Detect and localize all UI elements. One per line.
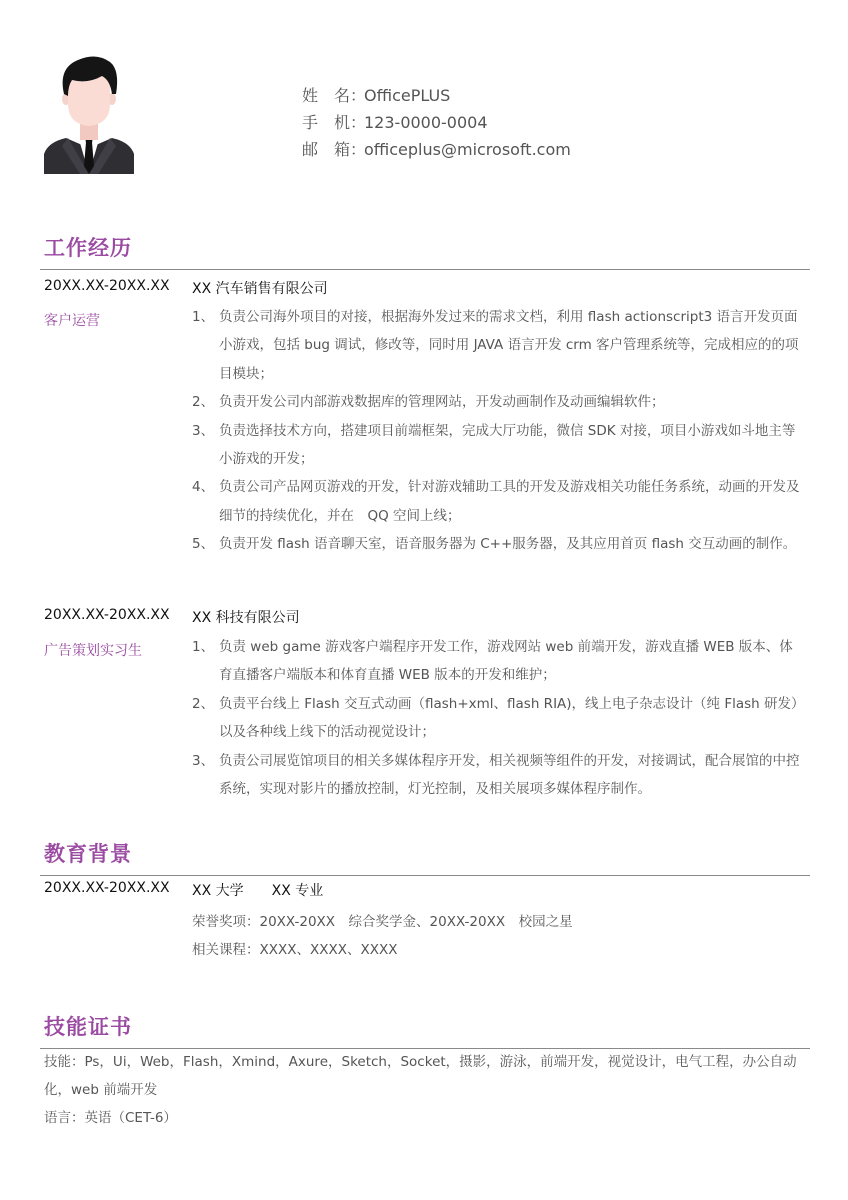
education-section-title: 教育背景	[44, 842, 132, 866]
duty-number: 5、	[192, 536, 215, 553]
skills-block	[44, 1048, 810, 1132]
duty-item	[192, 530, 806, 558]
education-date: 20XX.XX-20XX.XX	[44, 880, 170, 896]
duty-text: 负责选择技术方向，搭建项目前端框架，完成大厅功能，微信 SDK 对接，项目小游戏如斗地主等小游戏的开发；	[219, 422, 796, 468]
email-label: 邮 箱：	[302, 140, 367, 159]
duty-number: 1、	[192, 309, 215, 325]
duty-item	[192, 747, 806, 804]
duty-number: 1、	[192, 639, 215, 655]
duty-item	[192, 388, 806, 416]
duty-item	[192, 633, 806, 690]
profile-info	[302, 86, 571, 167]
phone-value: 123-0000-0004	[364, 113, 488, 132]
skills-list: 技能：Ps，Ui，Web，Flash，Xmind，Axure，Sketch，Socket，摄影，游泳，前端开发，视觉设计，电气工程，办公自动化，web 前端开发	[44, 1054, 797, 1098]
education-divider	[40, 875, 810, 876]
job-1-duties	[192, 303, 806, 559]
duty-number: 3、	[192, 422, 215, 439]
job-1-company: XX 汽车销售有限公司	[192, 281, 328, 297]
work-section-title: 工作经历	[44, 236, 132, 260]
education-honors: 荣誉奖项：20XX-20XX 综合奖学金、20XX-20XX 校园之星	[192, 914, 573, 930]
duty-number: 4、	[192, 479, 215, 496]
job-2-duties	[192, 633, 806, 803]
duty-number: 3、	[192, 752, 215, 769]
phone-label: 手 机：	[302, 113, 367, 132]
duty-text: 负责平台线上 Flash 交互式动画（flash+xml、flash RIA)，线上电子杂志设计（纯 Flash 研发）以及各种线上线下的活动视觉设计；	[219, 695, 805, 741]
duty-text: 负责公司展览馆项目的相关多媒体程序开发，相关视频等组件的开发，对接调试，配合展馆的中控系统，实现对影片的播放控制，灯光控制，及相关展项多媒体程序制作。	[219, 752, 800, 798]
duty-text: 负责开发公司内部游戏数据库的管理网站，开发动画制作及动画编辑软件；	[219, 394, 665, 411]
duty-number: 2、	[192, 394, 215, 411]
language-line: 语言：英语（CET-6）	[44, 1110, 177, 1126]
duty-number: 2、	[192, 695, 215, 712]
duty-item	[192, 690, 806, 747]
job-2-date: 20XX.XX-20XX.XX	[44, 607, 170, 623]
email-row	[302, 140, 571, 167]
phone-row	[302, 113, 571, 140]
job-1-date: 20XX.XX-20XX.XX	[44, 278, 170, 294]
duty-text: 负责开发 flash 语音聊天室，语音服务器为 C++服务器，及其应用首页 flash 交互动画的制作。	[219, 536, 797, 553]
education-school: XX 大学 XX 专业	[192, 883, 324, 899]
name-value: OfficePLUS	[364, 86, 451, 105]
duty-text: 负责 web game 游戏客户端程序开发工作，游戏网站 web 前端开发，游戏直播 WEB 版本、体育直播客户端版本和体育直播 WEB 版本的开发和维护；	[219, 639, 793, 684]
name-label: 姓 名：	[302, 86, 367, 105]
duty-item	[192, 417, 806, 474]
duty-text: 负责公司产品网页游戏的开发，针对游戏辅助工具的开发及游戏相关功能任务系统，动画的开发及细节的持续优化，并在 QQ 空间上线；	[219, 479, 800, 524]
education-courses: 相关课程：XXXX、XXXX、XXXX	[192, 942, 398, 958]
skills-section-title: 技能证书	[44, 1015, 132, 1039]
duty-item	[192, 473, 806, 530]
email-value[interactable]: officeplus@microsoft.com	[364, 140, 571, 159]
job-2-company: XX 科技有限公司	[192, 610, 300, 626]
job-1-role: 客户运营	[44, 313, 100, 329]
duty-item	[192, 303, 806, 388]
duty-text: 负责公司海外项目的对接，根据海外发过来的需求文档，利用 flash actionscript3 语言开发页面小游戏，包括 bug 调试，修改等，同时用 JAVA 语言开发 crm 客户管理系统等，完成相应的的项目模块；	[219, 309, 799, 382]
name-row	[302, 86, 571, 113]
profile-avatar	[44, 50, 134, 174]
job-2-role: 广告策划实习生	[44, 643, 142, 659]
work-divider	[40, 269, 810, 270]
